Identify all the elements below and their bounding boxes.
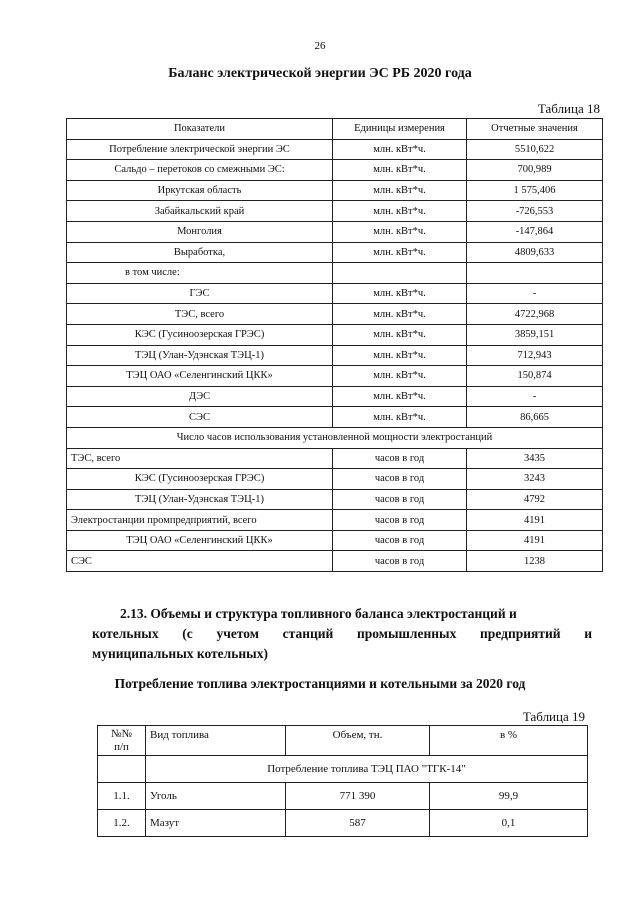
row-value: -726,553 xyxy=(467,201,603,222)
row-value: - xyxy=(467,283,603,304)
row-label: СЭС xyxy=(67,551,333,572)
row-label: Забайкальский край xyxy=(67,201,333,222)
row-unit: часов в год xyxy=(333,551,467,572)
table-row xyxy=(67,448,603,469)
table-row xyxy=(67,530,603,551)
row-label: ДЭС xyxy=(67,386,333,407)
row-unit: млн. кВт*ч. xyxy=(333,407,467,428)
row-unit: млн. кВт*ч. xyxy=(333,366,467,387)
hours-section-header: Число часов использования установленной мощности электростанций xyxy=(67,427,603,448)
row-label: Потребление электрической энергии ЭС xyxy=(67,139,333,160)
row-unit: часов в год xyxy=(333,510,467,531)
table-row xyxy=(67,366,603,387)
row-unit: млн. кВт*ч. xyxy=(333,386,467,407)
row-label: КЭС (Гусиноозерская ГРЭС) xyxy=(67,469,333,490)
table-row xyxy=(67,304,603,325)
row-value: 4792 xyxy=(467,489,603,510)
row-value: 712,943 xyxy=(467,345,603,366)
page-number: 26 xyxy=(314,40,326,52)
section-row xyxy=(98,756,588,783)
row-value: 3859,151 xyxy=(467,324,603,345)
row-value: 3243 xyxy=(467,469,603,490)
row-unit: млн. кВт*ч. xyxy=(333,283,467,304)
table-row xyxy=(67,263,603,284)
header-number-line1: №№ xyxy=(111,727,132,740)
row-unit: млн. кВт*ч. xyxy=(333,221,467,242)
table-row xyxy=(67,489,603,510)
row-percent: 0,1 xyxy=(430,810,588,837)
row-unit: млн. кВт*ч. xyxy=(333,345,467,366)
table-row xyxy=(67,510,603,531)
row-number: 1.2. xyxy=(98,810,146,837)
header-values: Отчетные значения xyxy=(467,119,603,140)
table-row xyxy=(67,201,603,222)
header-number xyxy=(98,726,146,756)
row-unit: млн. кВт*ч. xyxy=(333,180,467,201)
row-label: в том числе: xyxy=(67,263,333,284)
row-volume: 587 xyxy=(286,810,430,837)
table-header-row xyxy=(67,119,603,140)
row-label: ГЭС xyxy=(67,283,333,304)
table19-label: Таблица 19 xyxy=(522,709,585,724)
row-value xyxy=(467,263,603,284)
table-row xyxy=(98,783,588,810)
row-volume: 771 390 xyxy=(286,783,430,810)
row-value: -147,864 xyxy=(467,221,603,242)
table-row xyxy=(67,160,603,181)
row-value: 150,874 xyxy=(467,366,603,387)
row-value: 4191 xyxy=(467,530,603,551)
row-label: Сальдо – перетоков со смежными ЭС: xyxy=(67,160,333,181)
row-value: 5510,622 xyxy=(467,139,603,160)
table-row xyxy=(67,345,603,366)
row-label: ТЭС, всего xyxy=(67,304,333,325)
row-unit: часов в год xyxy=(333,530,467,551)
row-percent: 99,9 xyxy=(430,783,588,810)
row-fuel: Уголь xyxy=(146,783,286,810)
row-value: 86,665 xyxy=(467,407,603,428)
section-spacer xyxy=(98,756,146,783)
row-unit: часов в год xyxy=(333,469,467,490)
table-row xyxy=(98,810,588,837)
row-label: ТЭЦ (Улан-Удэнская ТЭЦ-1) xyxy=(67,489,333,510)
section-row xyxy=(67,427,603,448)
row-unit: млн. кВт*ч. xyxy=(333,201,467,222)
table-row xyxy=(67,242,603,263)
table-row xyxy=(67,139,603,160)
table-row xyxy=(67,469,603,490)
fuel-consumption-table xyxy=(97,725,588,837)
row-value: 3435 xyxy=(467,448,603,469)
row-value: 700,989 xyxy=(467,160,603,181)
energy-balance-table xyxy=(66,118,603,572)
table18-label: Таблица 18 xyxy=(537,101,600,116)
row-label: Монголия xyxy=(67,221,333,242)
heading-line: 2.13. Объемы и структура топливного баланса электростанций и xyxy=(120,606,517,621)
row-unit xyxy=(333,263,467,284)
heading-line: муниципальных котельных) xyxy=(92,646,268,661)
table18-title: Баланс электрической энергии ЭС РБ 2020 года xyxy=(168,66,472,81)
table-row xyxy=(67,221,603,242)
row-fuel: Мазут xyxy=(146,810,286,837)
section-heading-2-13 xyxy=(92,604,592,664)
tgk14-section-header: Потребление топлива ТЭЦ ПАО "ТГК-14" xyxy=(146,756,588,783)
header-volume: Объем, тн. xyxy=(286,726,430,756)
row-value: 4191 xyxy=(467,510,603,531)
row-value: 1 575,406 xyxy=(467,180,603,201)
row-label: ТЭЦ (Улан-Удэнская ТЭЦ-1) xyxy=(67,345,333,366)
table-header-row xyxy=(98,726,588,756)
row-value: - xyxy=(467,386,603,407)
row-unit: млн. кВт*ч. xyxy=(333,139,467,160)
row-value: 4809,633 xyxy=(467,242,603,263)
row-value: 4722,968 xyxy=(467,304,603,325)
table-row xyxy=(67,407,603,428)
row-label: ТЭС, всего xyxy=(67,448,333,469)
row-label: КЭС (Гусиноозерская ГРЭС) xyxy=(67,324,333,345)
row-label: Выработка, xyxy=(67,242,333,263)
row-unit: млн. кВт*ч. xyxy=(333,304,467,325)
table-row xyxy=(67,324,603,345)
header-units: Единицы измерения xyxy=(333,119,467,140)
row-label: СЭС xyxy=(67,407,333,428)
header-indicators: Показатели xyxy=(67,119,333,140)
row-value: 1238 xyxy=(467,551,603,572)
row-label: Иркутская область xyxy=(67,180,333,201)
row-unit: часов в год xyxy=(333,489,467,510)
row-label: ТЭЦ ОАО «Селенгинский ЦКК» xyxy=(67,366,333,387)
table-row xyxy=(67,283,603,304)
row-unit: часов в год xyxy=(333,448,467,469)
table-row xyxy=(67,386,603,407)
row-label: Электростанции промпредприятий, всего xyxy=(67,510,333,531)
heading-line: котельных (с учетом станций промышленных предприятий и xyxy=(92,626,592,641)
header-fuel: Вид топлива xyxy=(146,726,286,756)
row-label: ТЭЦ ОАО «Селенгинский ЦКК» xyxy=(67,530,333,551)
header-number-line2: п/п xyxy=(114,740,129,753)
header-percent: в % xyxy=(430,726,588,756)
row-unit: млн. кВт*ч. xyxy=(333,242,467,263)
table-row xyxy=(67,551,603,572)
row-number: 1.1. xyxy=(98,783,146,810)
table19-title: Потребление топлива электростанциями и котельными за 2020 год xyxy=(114,676,526,691)
table-row xyxy=(67,180,603,201)
row-unit: млн. кВт*ч. xyxy=(333,324,467,345)
row-unit: млн. кВт*ч. xyxy=(333,160,467,181)
